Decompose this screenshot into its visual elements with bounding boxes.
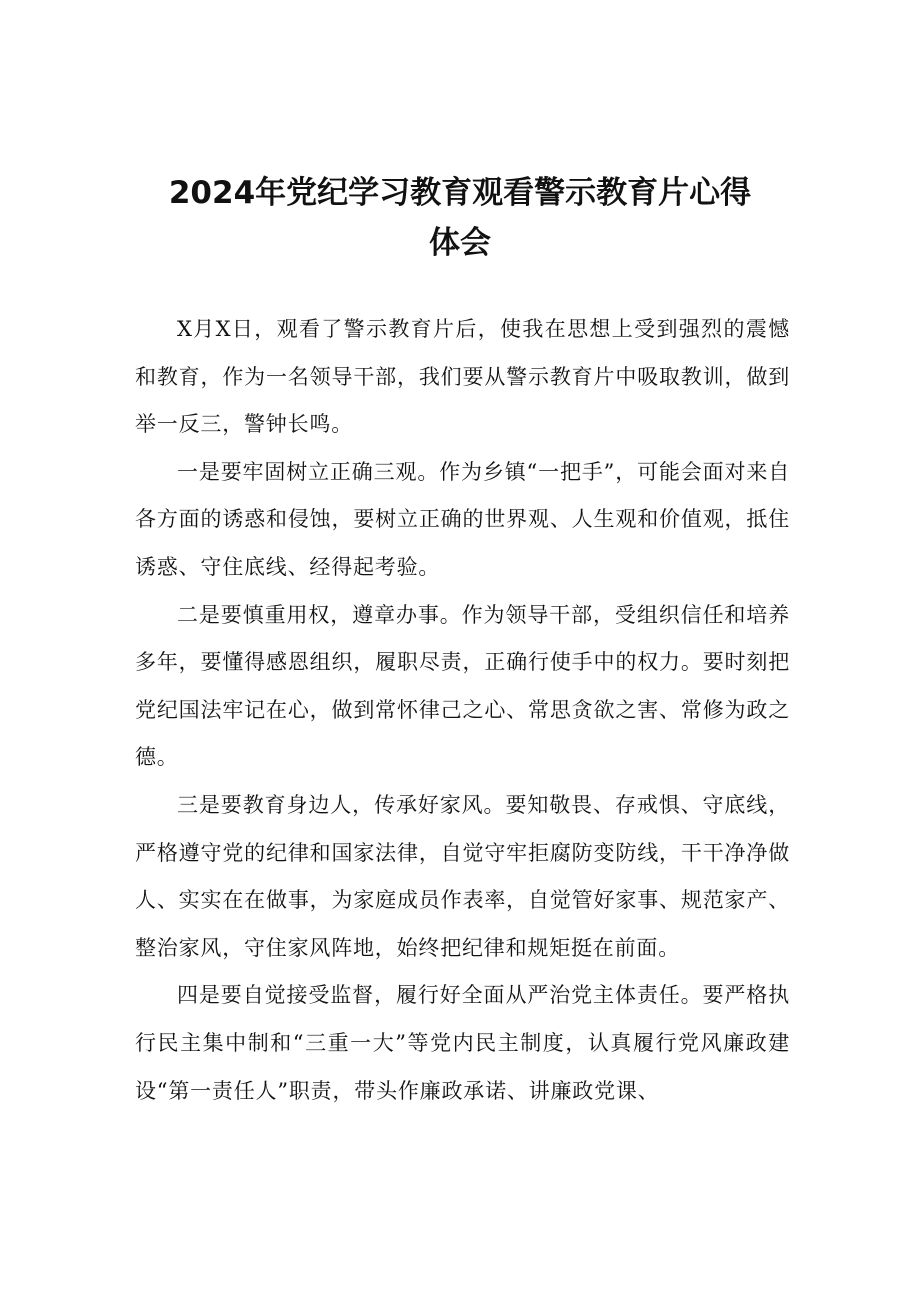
paragraph-point-3: 三是要教育身边人，传承好家风。要知敬畏、存戒惧、守底线，严格遵守党的纪律和国家法律，自觉守牢拒腐防变防线，干干净净做人、实实在在做事，为家庭成员作表率，自觉管好家事、规范家产、整治家风，守住家风阵地，始终把纪律和规矩挺在前面。 [135,792,790,960]
document-title-line-2: 体会 [429,225,491,261]
paragraph-intro: X月X日，观看了警示教育片后，使我在思想上受到强烈的震憾和教育，作为一名领导干部，我们要从警示教育片中吸取教训，做到举一反三，警钟长鸣。 [135,317,790,437]
paragraph-point-1: 一是要牢固树立正确三观。作为乡镇“一把手”，可能会面对来自各方面的诱惑和侵蚀，要树立正确的世界观、人生观和价值观，抵住诱惑、守住底线、经得起考验。 [135,459,790,579]
paragraph-point-4: 四是要自觉接受监督，履行好全面从严治党主体责任。要严格执行民主集中制和“三重一大”等党内民主制度，认真履行党风廉政建设“第一责任人”职责，带头作廉政承诺、讲廉政党课、 [135,983,790,1103]
document-title [0,168,920,268]
document-title-line-1: 2024年党纪学习教育观看警示教育片心得 [168,175,752,211]
document-body [135,306,790,1115]
paragraph-point-2: 二是要慎重用权，遵章办事。作为领导干部，受组织信任和培养多年，要懂得感恩组织，履职尽责，正确行使手中的权力。要时刻把党纪国法牢记在心，做到常怀律己之心、常思贪欲之害、常修为政之德。 [135,602,790,770]
